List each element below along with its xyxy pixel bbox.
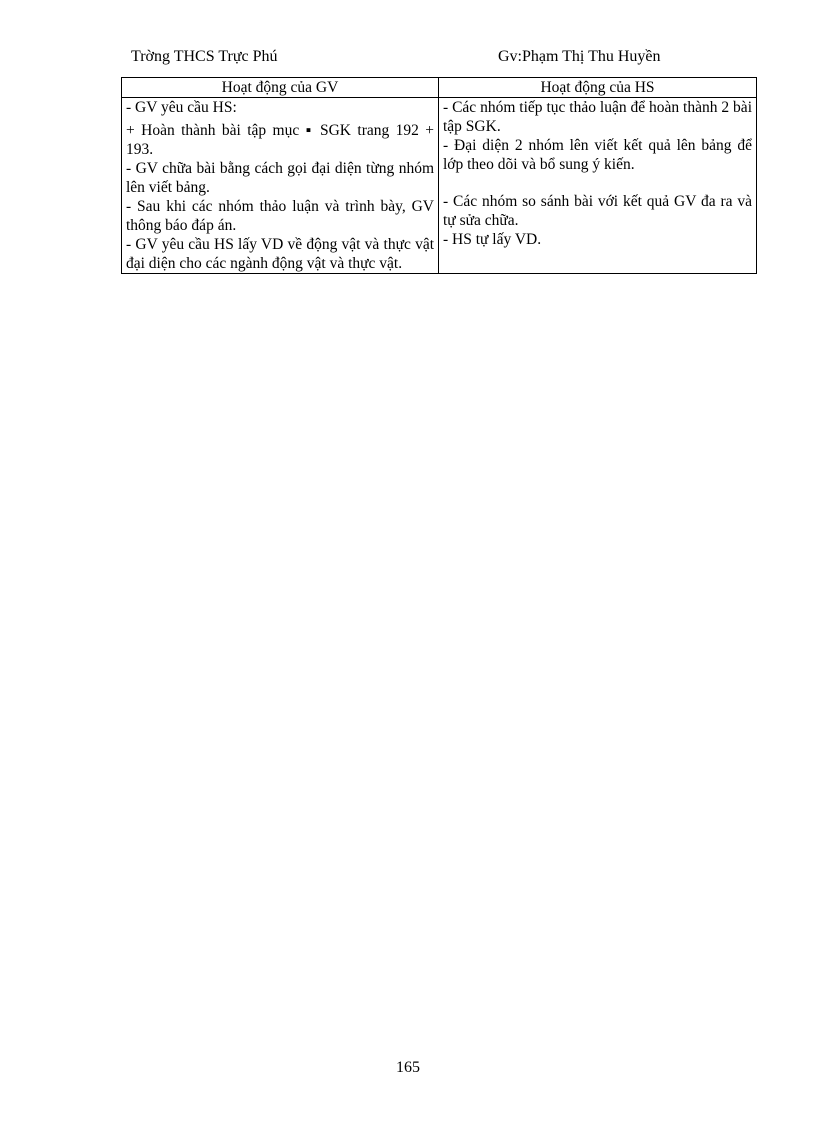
header-student-activity: Hoạt động của HS bbox=[439, 78, 757, 98]
page-number: 165 bbox=[396, 1059, 420, 1076]
gv-item: - GV yêu cầu HS lấy VD về động vật và thực vật đại diện cho các ngành động vật và thực vật. bbox=[126, 236, 434, 272]
gv-item: - GV chữa bài bằng cách gọi đại diện từng nhóm lên viết bảng. bbox=[126, 160, 434, 196]
header-teacher-activity: Hoạt động của GV bbox=[122, 78, 439, 98]
activity-table bbox=[121, 77, 757, 274]
table-row bbox=[122, 98, 757, 274]
gv-item: - Sau khi các nhóm thảo luận và trình bày, GV thông báo đáp án. bbox=[126, 198, 434, 234]
student-activity-cell bbox=[439, 98, 757, 274]
table-header-row bbox=[122, 78, 757, 98]
hs-item: - Các nhóm so sánh bài với kết quả GV đa ra và tự sửa chữa. bbox=[443, 193, 752, 229]
hs-item: - Đại diện 2 nhóm lên viết kết quả lên bảng để lớp theo dõi và bổ sung ý kiến. bbox=[443, 137, 752, 173]
gv-item: - GV yêu cầu HS: bbox=[126, 99, 237, 116]
teacher-activity-cell bbox=[122, 98, 439, 274]
school-name: Trờng THCS Trực Phú bbox=[131, 48, 278, 65]
gv-item: + Hoàn thành bài tập mục ▪ SGK trang 192 + 193. bbox=[126, 122, 434, 158]
page-header bbox=[0, 48, 816, 70]
teacher-name: Gv:Phạm Thị Thu Huyền bbox=[498, 48, 661, 65]
hs-item: - HS tự lấy VD. bbox=[443, 231, 542, 248]
hs-item: - Các nhóm tiếp tục thảo luận để hoàn thành 2 bài tập SGK. bbox=[443, 99, 752, 135]
